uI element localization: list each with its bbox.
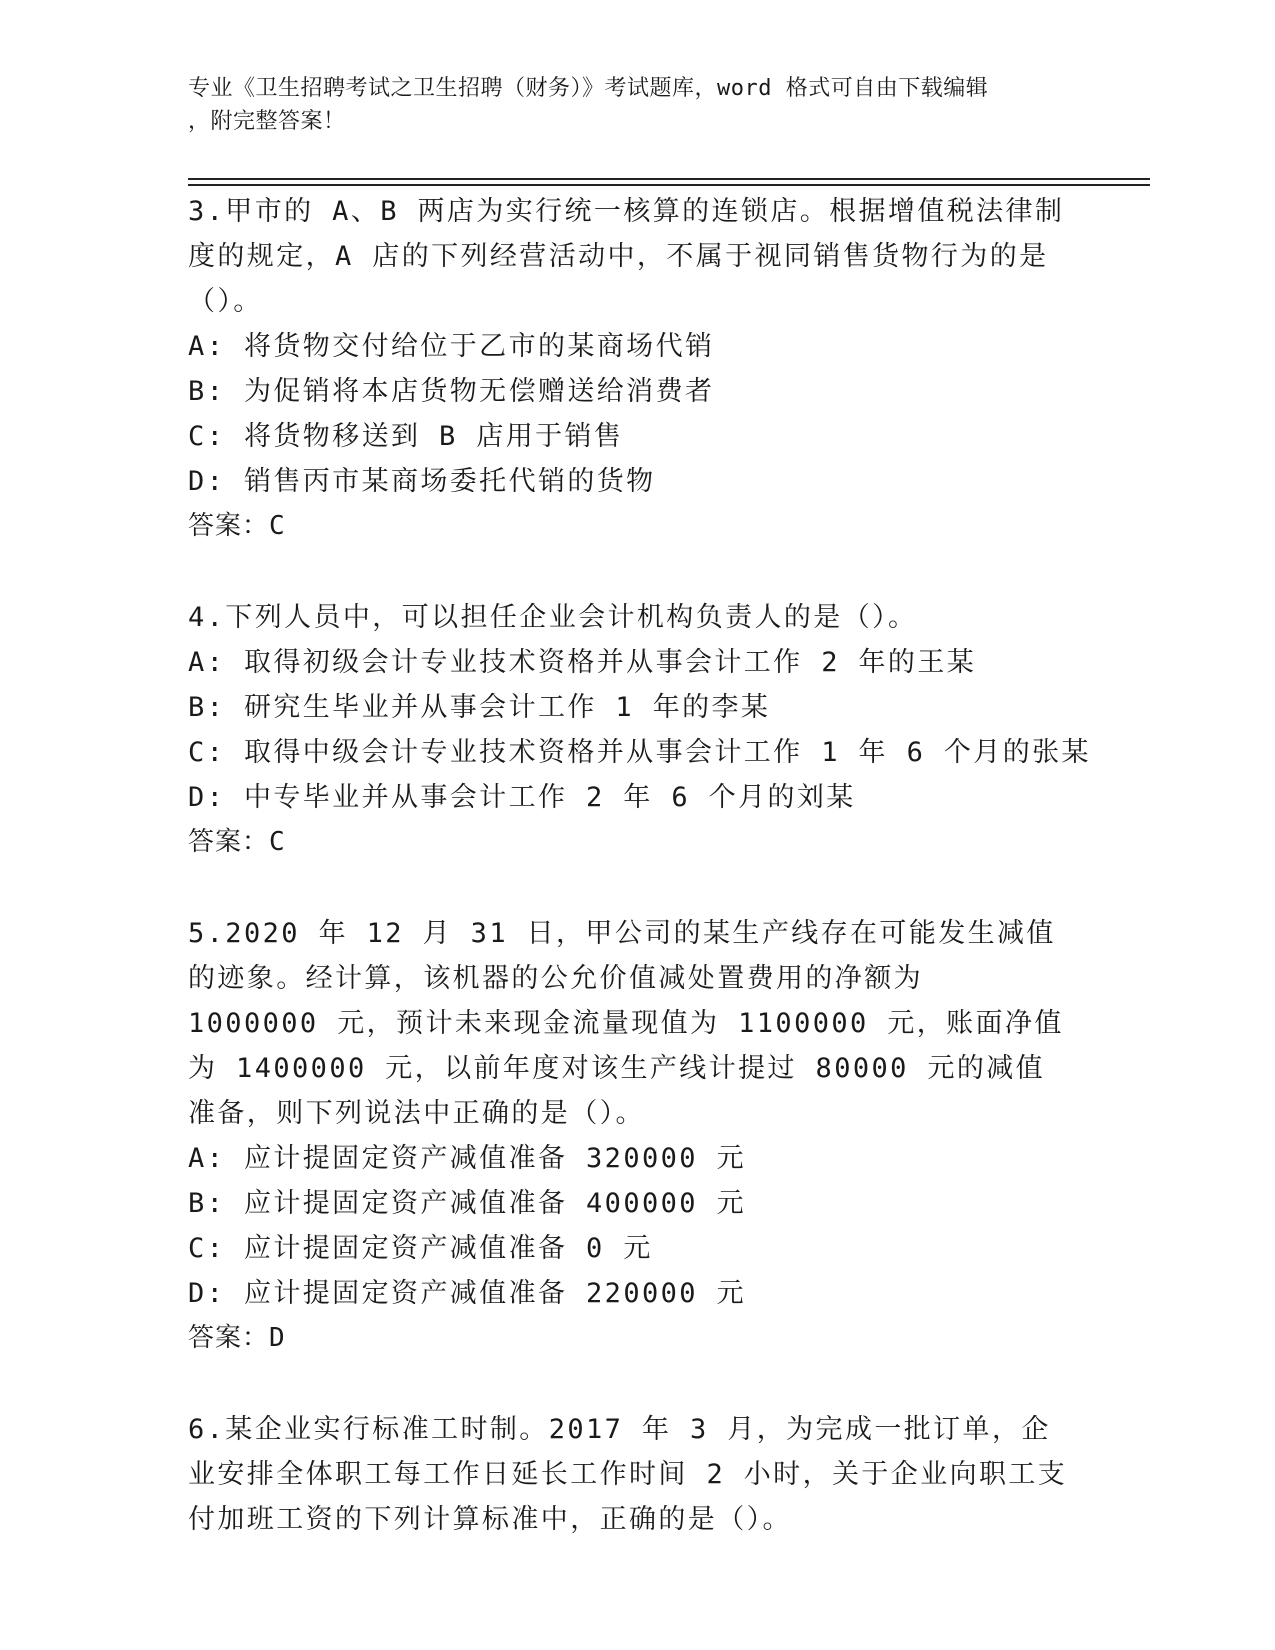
option-c: C: 取得中级会计专业技术资格并从事会计工作 1 年 6 个月的张某: [188, 737, 1091, 768]
question-5: [188, 911, 1088, 1361]
question-6: [188, 1407, 1088, 1542]
option-c: C: 将货物移送到 B 店用于销售: [188, 421, 624, 452]
answer-value: D: [269, 1323, 286, 1353]
option-a: A: 应计提固定资产减值准备 320000 元: [188, 1143, 747, 1174]
option-d: D: 中专毕业并从事会计工作 2 年 6 个月的刘某: [188, 782, 856, 813]
question-text: 5.2020 年 12 月 31 日，甲公司的某生产线存在可能发生减值的迹象。经计算，该机器的公允价值减处置费用的净额为 1000000 元，预计未来现金流量现值为 1100000 元，账面净值为 1400000 元，以前年度对该生产线计提过 80000 元的减值准备，则下列说法中正确的是（）。: [188, 918, 1064, 1129]
option-b: B: 研究生毕业并从事会计工作 1 年的李某: [188, 692, 771, 723]
option-a: A: 将货物交付给位于乙市的某商场代销: [188, 331, 715, 362]
answer-value: C: [269, 827, 286, 857]
header-line-2: ，附完整答案！: [188, 109, 346, 134]
answer-line: [188, 820, 1088, 865]
answer-value: C: [269, 511, 286, 541]
question-text: 3.甲市的 A、B 两店为实行统一核算的连锁店。根据增值税法律制度的规定，A 店的下列经营活动中，不属于视同销售货物行为的是（）。: [188, 196, 1065, 317]
question-4: [188, 595, 1091, 865]
option-b: B: 应计提固定资产减值准备 400000 元: [188, 1188, 747, 1219]
question-text: 6.某企业实行标准工时制。2017 年 3 月，为完成一批订单，企业安排全体职工每工作日延长工作时间 2 小时，关于企业向职工支付加班工资的下列计算标准中，正确的是（）。: [188, 1414, 1068, 1535]
header-divider-bottom: [188, 184, 1150, 186]
answer-line: [188, 1316, 1088, 1361]
header-line-1: 专业《卫生招聘考试之卫生招聘（财务）》考试题库，word 格式可自由下载编辑: [188, 76, 989, 101]
question-3: [188, 189, 1088, 549]
option-d: D: 销售丙市某商场委托代销的货物: [188, 466, 656, 497]
option-list: [188, 640, 1091, 820]
option-list: [188, 324, 1088, 504]
question-text: 4.下列人员中，可以担任企业会计机构负责人的是（）。: [188, 602, 918, 633]
option-c: C: 应计提固定资产减值准备 0 元: [188, 1233, 653, 1264]
option-d: D: 应计提固定资产减值准备 220000 元: [188, 1278, 747, 1309]
header-divider-top: [188, 178, 1150, 180]
answer-label: 答案：: [188, 827, 270, 857]
option-list: [188, 1136, 1088, 1316]
answer-label: 答案：: [188, 511, 270, 541]
option-b: B: 为促销将本店货物无偿赠送给消费者: [188, 376, 715, 407]
question-list: [188, 189, 1091, 1588]
answer-label: 答案：: [188, 1323, 270, 1353]
option-a: A: 取得初级会计专业技术资格并从事会计工作 2 年的王某: [188, 647, 977, 678]
answer-line: [188, 504, 1088, 549]
page-header: [188, 72, 1078, 138]
